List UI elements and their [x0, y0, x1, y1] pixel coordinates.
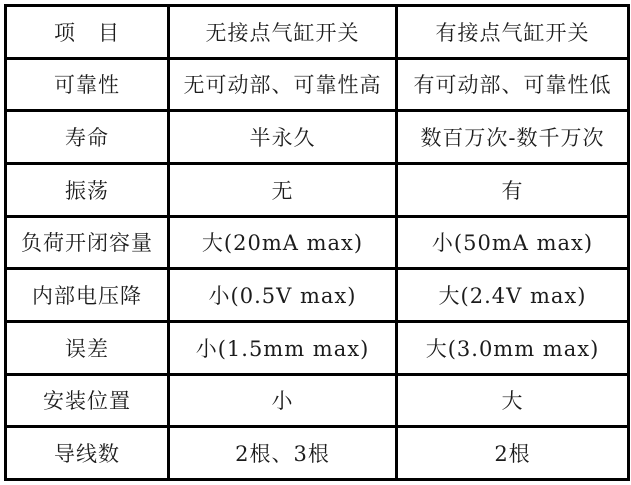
table-row — [6, 374, 629, 427]
row-label-reliability: 可靠性 — [6, 58, 169, 111]
contact-value-cell: 有 — [397, 163, 629, 216]
table-row — [6, 163, 629, 216]
row-label-load-capacity: 负荷开闭容量 — [6, 216, 169, 269]
contact-value-cell: 大(3.0mm max) — [397, 321, 629, 374]
contactless-value-cell: 小(1.5mm max) — [169, 321, 397, 374]
table-row — [6, 111, 629, 164]
row-label-mounting-position: 安装位置 — [6, 374, 169, 427]
table-row — [6, 216, 629, 269]
contact-value-cell: 大 — [397, 374, 629, 427]
contact-value-cell: 数百万次-数千万次 — [397, 111, 629, 164]
row-label-oscillation: 振荡 — [6, 163, 169, 216]
table-row — [6, 321, 629, 374]
contact-value-cell: 有可动部、可靠性低 — [397, 58, 629, 111]
contact-value-cell: 2根 — [397, 427, 629, 480]
contactless-value-cell: 小 — [169, 374, 397, 427]
comparison-table — [4, 4, 630, 481]
contactless-value-cell: 2根、3根 — [169, 427, 397, 480]
contactless-value-cell: 半永久 — [169, 111, 397, 164]
contactless-value-cell: 无可动部、可靠性高 — [169, 58, 397, 111]
header-row — [6, 6, 629, 59]
row-label-internal-voltage-drop: 内部电压降 — [6, 269, 169, 322]
row-label-lifespan: 寿命 — [6, 111, 169, 164]
contactless-value-cell: 小(0.5V max) — [169, 269, 397, 322]
header-cell-item: 项 目 — [6, 6, 169, 59]
table-row — [6, 58, 629, 111]
contactless-value-cell: 大(20mA max) — [169, 216, 397, 269]
table-row — [6, 269, 629, 322]
header-cell-contact-switch: 有接点气缸开关 — [397, 6, 629, 59]
contactless-value-cell: 无 — [169, 163, 397, 216]
contact-value-cell: 小(50mA max) — [397, 216, 629, 269]
header-cell-contactless-switch: 无接点气缸开关 — [169, 6, 397, 59]
row-label-error: 误差 — [6, 321, 169, 374]
row-label-wire-count: 导线数 — [6, 427, 169, 480]
table-row — [6, 427, 629, 480]
contact-value-cell: 大(2.4V max) — [397, 269, 629, 322]
